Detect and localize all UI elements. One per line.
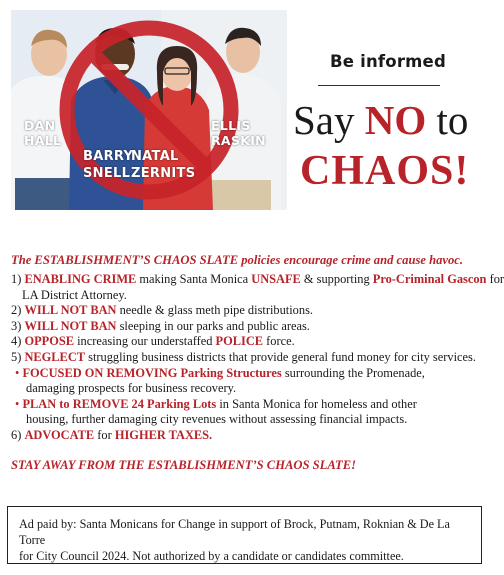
slogan-no: NO (364, 97, 427, 143)
list-item: 5) NEGLECT struggling business districts that provide general fund money for city services. (11, 349, 476, 364)
policy-list (11, 272, 504, 444)
label-dan (24, 118, 61, 148)
list-item: 4) OPPOSE increasing our understaffed POLICE force. (11, 334, 295, 349)
label-barry-line2: SNELL (83, 166, 131, 181)
stay-away-callout: STAY AWAY FROM THE ESTABLISHMENT’S CHAOS SLATE! (11, 458, 357, 472)
list-item-continuation: LA District Attorney. (22, 287, 127, 302)
slogan-say: Say (293, 97, 355, 143)
label-ellis-line2: RASKIN (211, 133, 266, 148)
list-item: 6) ADVOCATE for HIGHER TAXES. (11, 427, 213, 442)
label-dan-line1: DAN (24, 118, 56, 133)
be-informed-heading: Be informed (330, 52, 446, 71)
candidates-photo (11, 10, 287, 210)
list-item: 3) WILL NOT BAN sleeping in our parks and public areas. (11, 318, 310, 333)
list-item: 1) ENABLING CRIME making Santa Monica UNSAFE & supporting Pro-Criminal Gascon for (11, 272, 504, 286)
headline: The ESTABLISHMENT’S CHAOS SLATE policies encourage crime and cause havoc. (11, 253, 464, 267)
slogan-divider (318, 85, 440, 86)
disclaimer-line-2: for City Council 2024. Not authorized by a candidate or candidates committee. (19, 549, 404, 563)
label-natalya (131, 148, 195, 182)
label-dan-line2: HALL (24, 133, 62, 148)
label-barry-line1: BARRY (83, 149, 134, 164)
label-barry (83, 148, 133, 182)
bullet-item: • FOCUSED ON REMOVING Parking Structures surrounding the Promenade, (15, 365, 425, 380)
label-natalya-line1: NATAL (131, 149, 179, 164)
bullet-dot: • (15, 365, 20, 380)
bullet-continuation: housing, further damaging city revenues without assessing financial impacts. (26, 412, 408, 427)
disclaimer-line-1: Ad paid by: Santa Monicans for Change in support of Brock, Putnam, Roknian & De La Torre (19, 517, 450, 547)
chaos-slogan: CHAOS! (300, 148, 470, 194)
bullet-dot: • (15, 396, 20, 411)
label-ellis (211, 118, 266, 148)
label-natalya-line2: ZERNITS (131, 166, 196, 181)
say-no-to-slogan (293, 96, 483, 144)
bullet-continuation: damaging prospects for business recovery. (26, 381, 237, 396)
list-item: 2) WILL NOT BAN needle & glass meth pipe distributions. (11, 303, 313, 318)
slogan-to: to (436, 97, 469, 143)
bullet-item: • PLAN to REMOVE 24 Parking Lots in Santa Monica for homeless and other (15, 396, 417, 411)
label-ellis-line1: ELLIS (211, 118, 251, 133)
paid-for-disclaimer (7, 506, 482, 564)
